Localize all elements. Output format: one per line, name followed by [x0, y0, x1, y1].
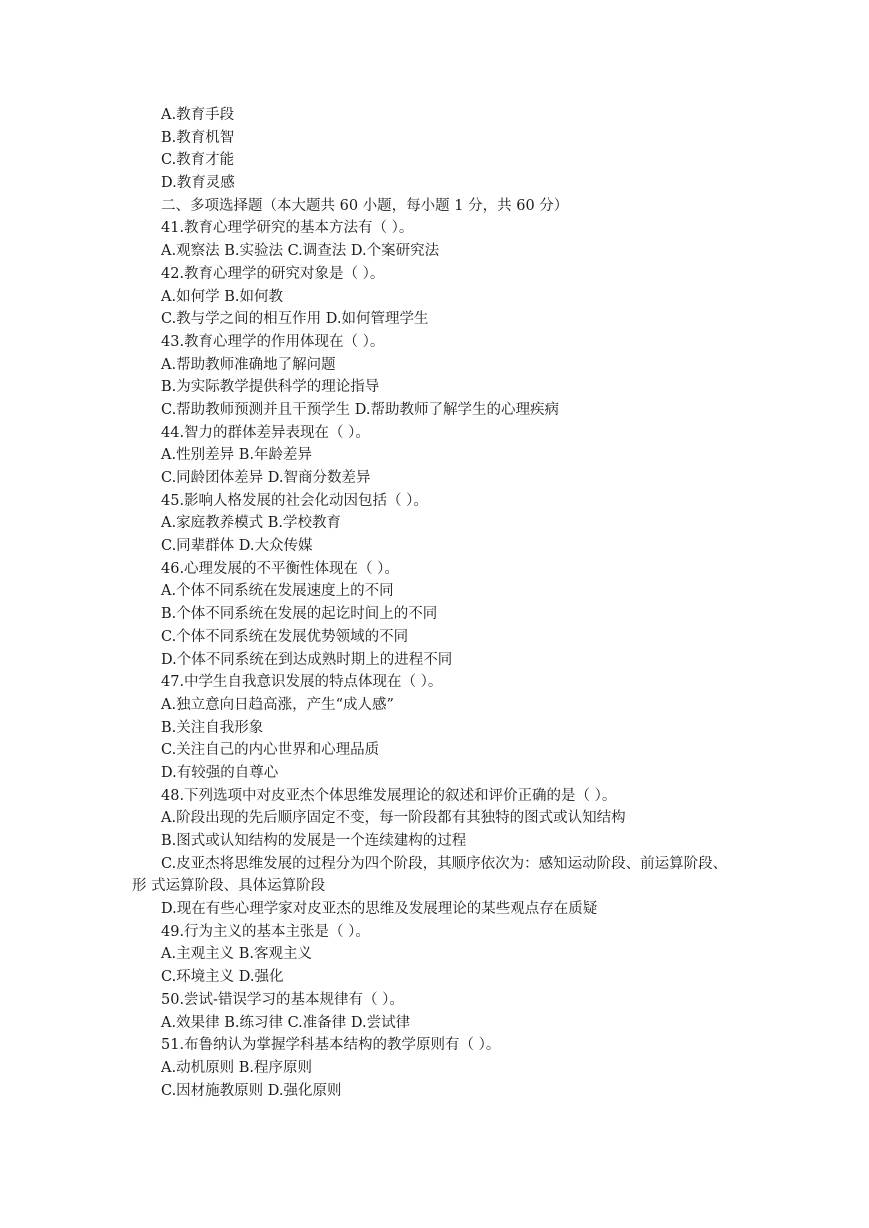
text-line: A.个体不同系统在发展速度上的不同 [161, 583, 394, 600]
text-line: C.因材施教原则 D.强化原则 [161, 1082, 342, 1099]
text-line: B.个体不同系统在发展的起讫时间上的不同 [161, 606, 438, 623]
text-line: C.同龄团体差异 D.智商分数差异 [161, 470, 371, 486]
text-line: 49.行为主义的基本主张是（ ）。 [161, 923, 370, 940]
text-line: 50.尝试-错误学习的基本规律有（ ）。 [161, 991, 404, 1008]
text-line: D.有较强的自尊心 [161, 764, 279, 781]
text-line: 形 式运算阶段、具体运算阶段 [132, 878, 326, 895]
text-line: 51.布鲁纳认为掌握学科基本结构的教学原则有（ ）。 [161, 1037, 501, 1054]
text-line: 48.下列选项中对皮亚杰个体思维发展理论的叙述和评价正确的是（ ）。 [161, 787, 617, 804]
text-line: A.教育手段 [161, 107, 235, 123]
text-line: 45.影响人格发展的社会化动因包括（ ）。 [161, 492, 428, 509]
text-line: A.效果律 B.练习律 C.准备律 D.尝试律 [161, 1014, 411, 1031]
text-line: A.如何学 B.如何教 [161, 288, 283, 305]
text-line: A.阶段出现的先后顺序固定不变，每一阶段都有其独特的图式或认知结构 [161, 810, 626, 827]
text-line: 44.智力的群体差异表现在（ ）。 [161, 424, 370, 441]
text-line: C.同辈群体 D.大众传媒 [161, 538, 313, 555]
text-line: B.为实际教学提供科学的理论指导 [161, 379, 380, 396]
text-line: 二、多项选择题（本大题共 60 小题，每小题 1 分，共 60 分） [161, 197, 569, 214]
text-line: 42.教育心理学的研究对象是（ ）。 [161, 265, 385, 282]
text-line: A.家庭教养模式 B.学校教育 [161, 515, 341, 532]
text-line: C.教与学之间的相互作用 D.如何管理学生 [161, 311, 429, 328]
text-line: A.动机原则 B.程序原则 [161, 1059, 312, 1076]
text-line: C.帮助教师预测并且干预学生 D.帮助教师了解学生的心理疾病 [161, 401, 560, 418]
text-line: 46.心理发展的不平衡性体现在（ ）。 [161, 560, 399, 577]
text-line: A.主观主义 B.客观主义 [161, 946, 312, 963]
text-line: C.关注自己的内心世界和心理品质 [161, 742, 380, 759]
text-line: A.性别差异 B.年龄差异 [161, 447, 312, 464]
text-line: A.独立意向日趋高涨，产生“成人感” [161, 696, 394, 713]
document-body [132, 104, 772, 1102]
text-line: C.教育才能 [161, 152, 235, 169]
text-line: B.教育机智 [161, 129, 235, 146]
text-line: A.观察法 B.实验法 C.调查法 D.个案研究法 [161, 243, 440, 260]
text-line: C.个体不同系统在发展优势领域的不同 [161, 628, 409, 645]
text-line: 41.教育心理学研究的基本方法有（ ）。 [161, 220, 414, 237]
text-line: D.教育灵感 [161, 175, 235, 192]
text-line: 47.中学生自我意识发展的特点体现在（ ）。 [161, 674, 443, 691]
text-line: 43.教育心理学的作用体现在（ ）。 [161, 333, 385, 350]
text-line: A.帮助教师准确地了解问题 [161, 356, 336, 373]
text-line: C.环境主义 D.强化 [161, 969, 284, 986]
text-line: D.个体不同系统在到达成熟时期上的进程不同 [161, 651, 453, 668]
text-line: C.皮亚杰将思维发展的过程分为四个阶段，其顺序依次为：感知运动阶段、前运算阶段、 [161, 855, 728, 872]
text-line: B.关注自我形象 [161, 719, 264, 736]
text-line: D.现在有些心理学家对皮亚杰的思维及发展理论的某些观点存在质疑 [161, 901, 598, 918]
text-line: B.图式或认知结构的发展是一个连续建构的过程 [161, 833, 467, 849]
